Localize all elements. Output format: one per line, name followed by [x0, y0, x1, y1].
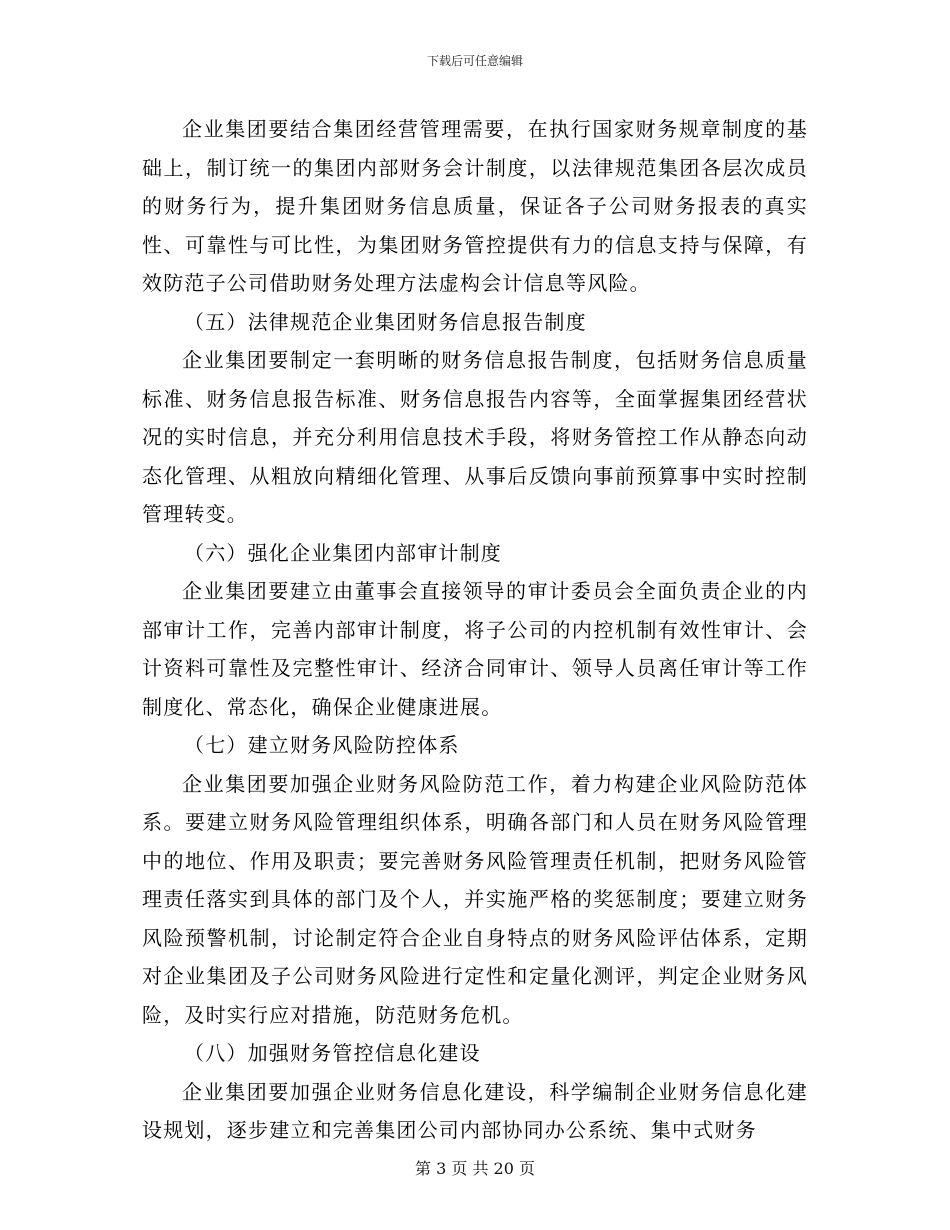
page-number-footer: 第 3 页 共 20 页	[415, 1159, 535, 1178]
paragraph-informatization: 企业集团要加强企业财务信息化建设，科学编制企业财务信息化建设规划，逐步建立和完善集团公司内部协同办公系统、集中式财务	[142, 1079, 808, 1142]
paragraph-info-reporting: 企业集团要制定一套明晰的财务信息报告制度，包括财务信息质量标准、财务信息报告标准、财务信息报告内容等，全面掌握集团经营状况的实时信息，并充分利用信息技术手段，将财务管控工作从静态向动态化管理、从粗放向精细化管理、从事后反馈向事前预算事中实时控制管理转变。	[142, 348, 808, 526]
section-heading-8: （八）加强财务管控信息化建设	[184, 1041, 481, 1065]
document-body	[142, 110, 808, 1150]
page-header: 下载后可任意编辑	[426, 54, 523, 68]
section-heading-7: （七）建立财务风险防控体系	[184, 733, 460, 757]
section-heading-6: （六）强化企业集团内部审计制度	[184, 540, 502, 565]
section-heading-5: （五）法律规范企业集团财务信息报告制度	[184, 309, 587, 334]
paragraph-internal-audit: 企业集团要建立由董事会直接领导的审计委员会全面负责企业的内部审计工作，完善内部审计制度，将子公司的内控机制有效性审计、会计资料可靠性及完整性审计、经济合同审计、领导人员离任审计等工作制度化、常态化，确保企业健康进展。	[142, 579, 808, 719]
paragraph-accounting-system: 企业集团要结合集团经营管理需要，在执行国家财务规章制度的基础上，制订统一的集团内部财务会计制度，以法律规范集团各层次成员的财务行为，提升集团财务信息质量，保证各子公司财务报表的真实性、可靠性与可比性，为集团财务管控提供有力的信息支持与保障，有效防范子公司借助财务处理方法虚构会计信息等风险。	[142, 117, 808, 295]
paragraph-risk-control: 企业集团要加强企业财务风险防范工作，着力构建企业风险防范体系。要建立财务风险管理组织体系，明确各部门和人员在财务风险管理中的地位、作用及职责；要完善财务风险管理责任机制，把财务风险管理责任落实到具体的部门及个人，并实施严格的奖惩制度；要建立财务风险预警机制，讨论制定符合企业自身特点的财务风险评估体系，定期对企业集团及子公司财务风险进行定性和定量化测评，判定企业财务风险，及时实行应对措施，防范财务危机。	[142, 771, 808, 1027]
